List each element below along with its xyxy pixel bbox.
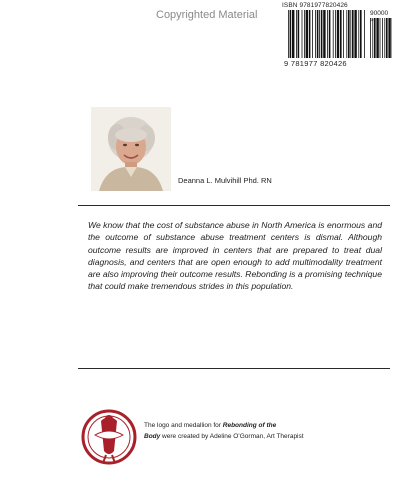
barcode-area — [282, 10, 392, 68]
barcode-bar — [372, 18, 373, 58]
barcode-bar — [309, 10, 311, 58]
barcode-bar — [296, 10, 297, 58]
barcode-bar — [337, 10, 339, 58]
barcode-bar — [364, 10, 365, 58]
barcode-bar — [302, 10, 303, 58]
author-portrait — [91, 107, 171, 191]
barcode-bar — [329, 10, 331, 58]
copyright-watermark: Copyrighted Material — [156, 9, 258, 21]
barcode-bar — [298, 10, 300, 58]
barcode-bar — [340, 10, 342, 58]
credit-suffix: were created by Adeline O’Gorman, Art Therapist — [160, 432, 304, 440]
medallion-logo — [79, 405, 139, 467]
barcode-bar — [358, 10, 359, 58]
barcode-bar — [304, 10, 305, 58]
barcode-bar — [288, 10, 289, 58]
barcode-bar — [323, 10, 325, 58]
barcode-bar — [360, 10, 362, 58]
credit-prefix: The logo and medallion for — [144, 422, 223, 429]
barcode-bar — [290, 10, 292, 58]
barcode-bar — [312, 10, 313, 58]
barcode-bar — [374, 18, 376, 58]
barcode-addon-bars — [370, 18, 392, 58]
barcode-bar — [319, 10, 320, 58]
barcode-bar — [384, 18, 385, 58]
barcode-bar — [350, 10, 351, 58]
credit-title-part2: Body — [144, 432, 161, 440]
barcode-bar — [388, 18, 390, 58]
barcode-bar — [386, 18, 388, 58]
barcode-bar — [348, 10, 350, 58]
barcode-bar — [335, 10, 336, 58]
barcode-bar — [292, 10, 294, 58]
barcode-bar — [354, 10, 356, 58]
barcode-bar — [352, 10, 354, 58]
barcode-bar — [333, 10, 334, 58]
barcode-bar — [346, 10, 347, 58]
barcode-bar — [306, 10, 308, 58]
barcode-bar — [315, 10, 316, 58]
logo-credit — [144, 421, 344, 442]
barcode-bar — [382, 18, 383, 58]
barcode-bar — [343, 10, 344, 58]
barcode-bar — [380, 18, 381, 58]
barcode-bars — [288, 10, 366, 58]
barcode-digits: 9 781977 820426 — [284, 59, 347, 68]
barcode-addon-digits: 90000 — [370, 10, 389, 17]
credit-title-part1: Rebonding of the — [222, 422, 277, 429]
barcode-bar — [317, 10, 319, 58]
isbn-label: ISBN 9781977820426 — [282, 2, 348, 9]
barcode-bar — [321, 10, 323, 58]
barcode-addon-mark: > — [370, 17, 374, 24]
barcode-bar — [376, 18, 378, 58]
barcode-bar — [327, 10, 328, 58]
author-name: Deanna L. Mulvihill Phd. RN — [178, 176, 272, 185]
barcode-bar — [370, 18, 371, 58]
back-cover-blurb: We know that the cost of substance abuse in North America is enormous and the outcome of substance abuse treatment centers is dismal. Although outcome results are improved in centers that are prepared to treat dual diagnosis, and centers that are open enough to add multimodality treatment are also improving their outcome results. Rebonding is a promising technique that could make tremendous strides in this population. — [88, 220, 382, 292]
